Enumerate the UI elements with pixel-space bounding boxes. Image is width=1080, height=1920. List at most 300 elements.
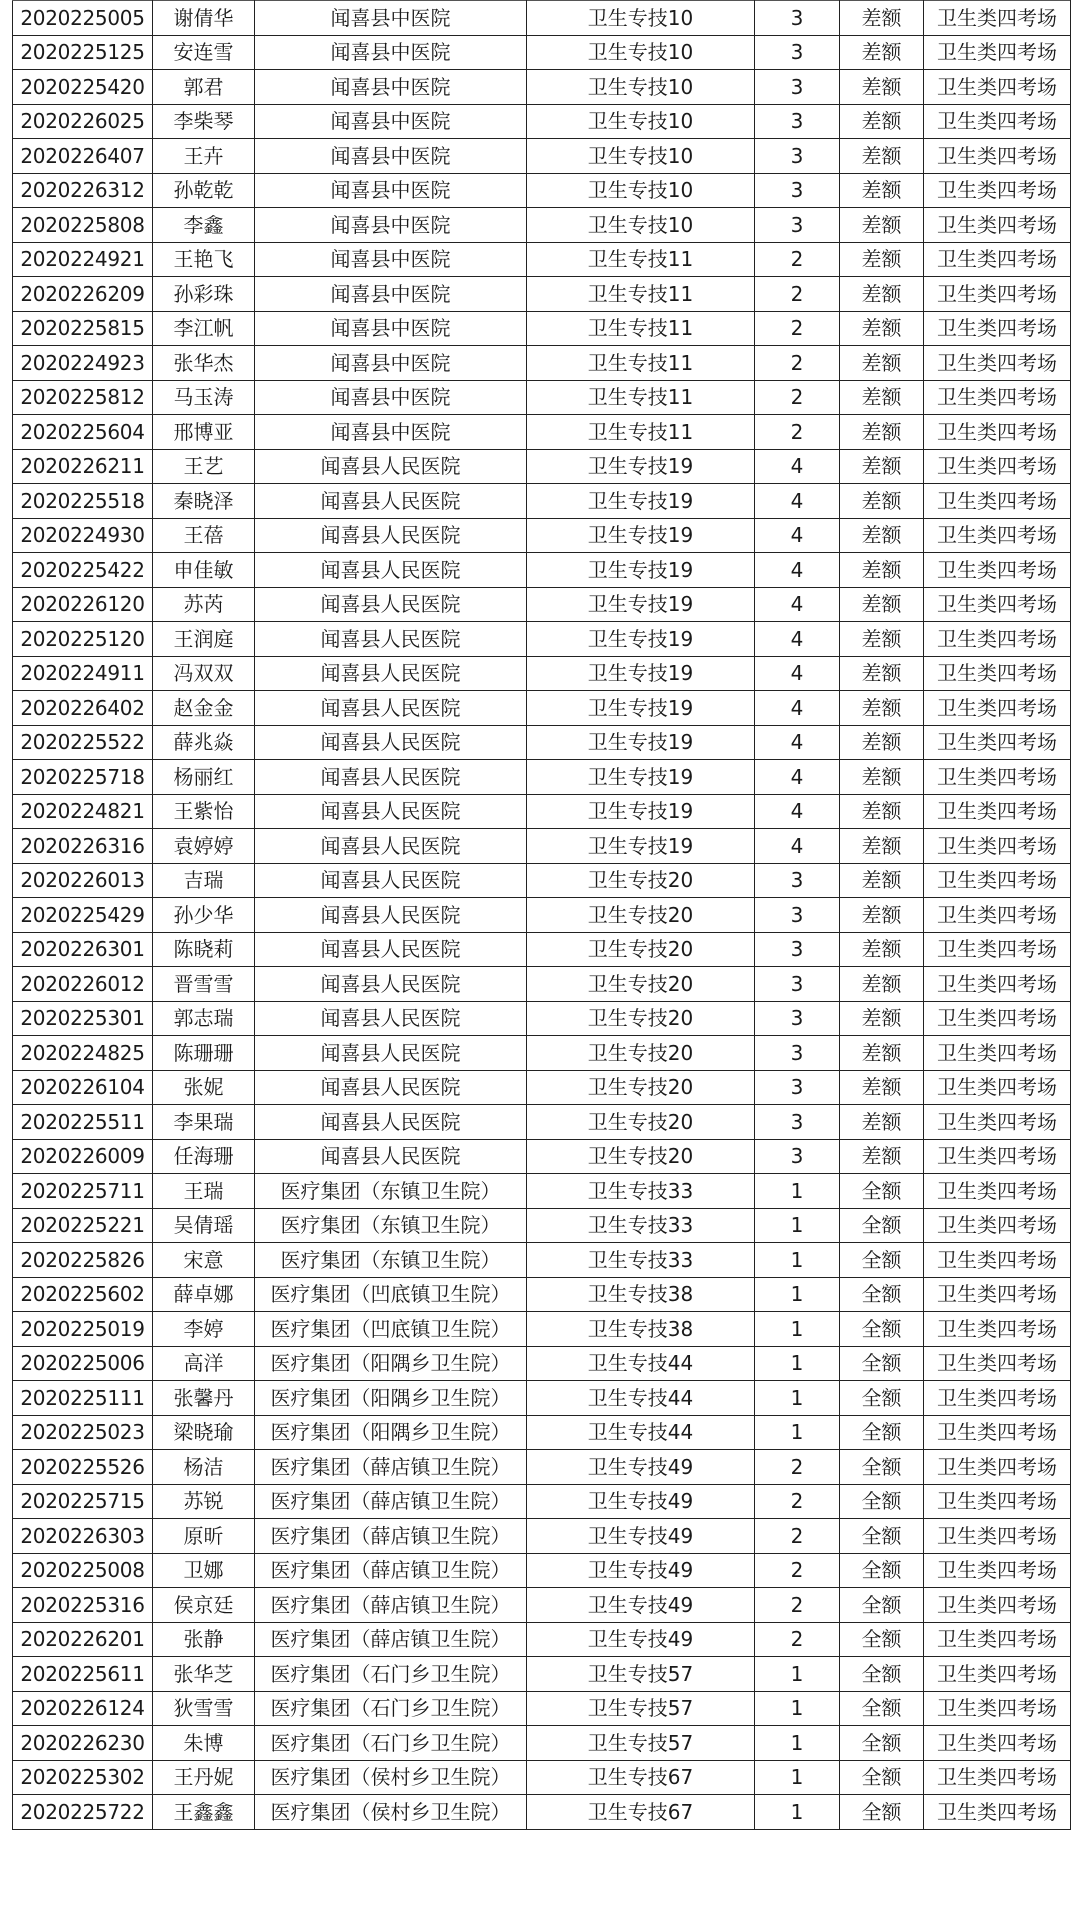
table-row xyxy=(13,691,1071,726)
quota-cell: 2 xyxy=(755,1484,840,1519)
table-row xyxy=(13,1519,1071,1554)
position-cell: 卫生专技10 xyxy=(527,70,755,105)
table-row xyxy=(13,1346,1071,1381)
quota-cell: 3 xyxy=(755,173,840,208)
unit-cell: 闻喜县人民医院 xyxy=(255,553,527,588)
table-row xyxy=(13,1657,1071,1692)
candidate-table xyxy=(12,0,1071,1830)
position-cell: 卫生专技38 xyxy=(527,1277,755,1312)
unit-cell: 闻喜县人民医院 xyxy=(255,932,527,967)
exam-number-cell: 2020225008 xyxy=(13,1553,153,1588)
candidate-name-cell: 晋雪雪 xyxy=(153,967,255,1002)
exam-number-cell: 2020226303 xyxy=(13,1519,153,1554)
funding-cell: 差额 xyxy=(840,932,924,967)
unit-cell: 闻喜县人民医院 xyxy=(255,725,527,760)
quota-cell: 1 xyxy=(755,1760,840,1795)
exam-room-cell: 卫生类四考场 xyxy=(924,829,1071,864)
candidate-name-cell: 安连雪 xyxy=(153,35,255,70)
exam-number-cell: 2020225526 xyxy=(13,1450,153,1485)
candidate-name-cell: 王卉 xyxy=(153,139,255,174)
quota-cell: 4 xyxy=(755,656,840,691)
funding-cell: 差额 xyxy=(840,449,924,484)
table-row xyxy=(13,311,1071,346)
quota-cell: 1 xyxy=(755,1277,840,1312)
funding-cell: 差额 xyxy=(840,829,924,864)
funding-cell: 差额 xyxy=(840,1105,924,1140)
table-row xyxy=(13,208,1071,243)
candidate-name-cell: 王润庭 xyxy=(153,622,255,657)
unit-cell: 医疗集团（石门乡卫生院） xyxy=(255,1657,527,1692)
unit-cell: 医疗集团（薛店镇卫生院） xyxy=(255,1519,527,1554)
quota-cell: 1 xyxy=(755,1243,840,1278)
unit-cell: 医疗集团（薛店镇卫生院） xyxy=(255,1484,527,1519)
table-row xyxy=(13,1139,1071,1174)
funding-cell: 全额 xyxy=(840,1346,924,1381)
table-row xyxy=(13,760,1071,795)
exam-number-cell: 2020225111 xyxy=(13,1381,153,1416)
unit-cell: 医疗集团（薛店镇卫生院） xyxy=(255,1553,527,1588)
funding-cell: 差额 xyxy=(840,898,924,933)
position-cell: 卫生专技49 xyxy=(527,1450,755,1485)
exam-room-cell: 卫生类四考场 xyxy=(924,1691,1071,1726)
funding-cell: 差额 xyxy=(840,725,924,760)
exam-number-cell: 2020224821 xyxy=(13,794,153,829)
quota-cell: 3 xyxy=(755,1070,840,1105)
position-cell: 卫生专技49 xyxy=(527,1588,755,1623)
candidate-name-cell: 高洋 xyxy=(153,1346,255,1381)
exam-room-cell: 卫生类四考场 xyxy=(924,449,1071,484)
position-cell: 卫生专技19 xyxy=(527,829,755,864)
exam-number-cell: 2020225522 xyxy=(13,725,153,760)
table-row xyxy=(13,967,1071,1002)
unit-cell: 闻喜县人民医院 xyxy=(255,691,527,726)
candidate-name-cell: 李鑫 xyxy=(153,208,255,243)
table-row xyxy=(13,1415,1071,1450)
funding-cell: 差额 xyxy=(840,1001,924,1036)
candidate-name-cell: 张静 xyxy=(153,1622,255,1657)
unit-cell: 闻喜县人民医院 xyxy=(255,622,527,657)
quota-cell: 3 xyxy=(755,1139,840,1174)
exam-room-cell: 卫生类四考场 xyxy=(924,898,1071,933)
exam-number-cell: 2020226104 xyxy=(13,1070,153,1105)
table-row xyxy=(13,898,1071,933)
table-row xyxy=(13,104,1071,139)
table-row xyxy=(13,932,1071,967)
exam-number-cell: 2020225604 xyxy=(13,415,153,450)
position-cell: 卫生专技20 xyxy=(527,1001,755,1036)
unit-cell: 医疗集团（凹底镇卫生院） xyxy=(255,1312,527,1347)
quota-cell: 4 xyxy=(755,760,840,795)
exam-number-cell: 2020225511 xyxy=(13,1105,153,1140)
exam-room-cell: 卫生类四考场 xyxy=(924,1036,1071,1071)
candidate-name-cell: 吉瑞 xyxy=(153,863,255,898)
exam-room-cell: 卫生类四考场 xyxy=(924,415,1071,450)
exam-room-cell: 卫生类四考场 xyxy=(924,311,1071,346)
funding-cell: 差额 xyxy=(840,656,924,691)
position-cell: 卫生专技10 xyxy=(527,104,755,139)
funding-cell: 差额 xyxy=(840,794,924,829)
candidate-name-cell: 侯京廷 xyxy=(153,1588,255,1623)
unit-cell: 闻喜县人民医院 xyxy=(255,449,527,484)
exam-number-cell: 2020224930 xyxy=(13,518,153,553)
candidate-name-cell: 李江帆 xyxy=(153,311,255,346)
quota-cell: 2 xyxy=(755,415,840,450)
unit-cell: 闻喜县中医院 xyxy=(255,104,527,139)
position-cell: 卫生专技19 xyxy=(527,794,755,829)
position-cell: 卫生专技67 xyxy=(527,1795,755,1830)
position-cell: 卫生专技19 xyxy=(527,656,755,691)
unit-cell: 闻喜县人民医院 xyxy=(255,1001,527,1036)
table-row xyxy=(13,70,1071,105)
funding-cell: 差额 xyxy=(840,242,924,277)
exam-number-cell: 2020226301 xyxy=(13,932,153,967)
exam-room-cell: 卫生类四考场 xyxy=(924,277,1071,312)
candidate-name-cell: 薛兆焱 xyxy=(153,725,255,760)
unit-cell: 闻喜县中医院 xyxy=(255,208,527,243)
exam-room-cell: 卫生类四考场 xyxy=(924,139,1071,174)
table-row xyxy=(13,1277,1071,1312)
exam-number-cell: 2020225019 xyxy=(13,1312,153,1347)
funding-cell: 差额 xyxy=(840,208,924,243)
candidate-name-cell: 王丹妮 xyxy=(153,1760,255,1795)
exam-number-cell: 2020225221 xyxy=(13,1208,153,1243)
exam-number-cell: 2020226312 xyxy=(13,173,153,208)
funding-cell: 差额 xyxy=(840,35,924,70)
candidate-name-cell: 卫娜 xyxy=(153,1553,255,1588)
unit-cell: 闻喜县中医院 xyxy=(255,311,527,346)
funding-cell: 差额 xyxy=(840,691,924,726)
unit-cell: 闻喜县中医院 xyxy=(255,173,527,208)
unit-cell: 闻喜县中医院 xyxy=(255,35,527,70)
table-row xyxy=(13,1036,1071,1071)
unit-cell: 医疗集团（薛店镇卫生院） xyxy=(255,1588,527,1623)
funding-cell: 差额 xyxy=(840,311,924,346)
position-cell: 卫生专技10 xyxy=(527,173,755,208)
quota-cell: 2 xyxy=(755,1519,840,1554)
funding-cell: 差额 xyxy=(840,1070,924,1105)
exam-number-cell: 2020225302 xyxy=(13,1760,153,1795)
unit-cell: 闻喜县中医院 xyxy=(255,139,527,174)
unit-cell: 闻喜县人民医院 xyxy=(255,1105,527,1140)
exam-room-cell: 卫生类四考场 xyxy=(924,794,1071,829)
funding-cell: 差额 xyxy=(840,173,924,208)
quota-cell: 3 xyxy=(755,1036,840,1071)
exam-room-cell: 卫生类四考场 xyxy=(924,1243,1071,1278)
funding-cell: 差额 xyxy=(840,139,924,174)
position-cell: 卫生专技19 xyxy=(527,725,755,760)
table-row xyxy=(13,553,1071,588)
quota-cell: 3 xyxy=(755,1105,840,1140)
candidate-name-cell: 宋意 xyxy=(153,1243,255,1278)
quota-cell: 3 xyxy=(755,898,840,933)
table-row xyxy=(13,1208,1071,1243)
unit-cell: 闻喜县人民医院 xyxy=(255,760,527,795)
quota-cell: 3 xyxy=(755,208,840,243)
exam-number-cell: 2020224921 xyxy=(13,242,153,277)
position-cell: 卫生专技11 xyxy=(527,311,755,346)
position-cell: 卫生专技19 xyxy=(527,691,755,726)
exam-room-cell: 卫生类四考场 xyxy=(924,760,1071,795)
funding-cell: 差额 xyxy=(840,277,924,312)
position-cell: 卫生专技20 xyxy=(527,1070,755,1105)
funding-cell: 差额 xyxy=(840,967,924,1002)
exam-number-cell: 2020225420 xyxy=(13,70,153,105)
candidate-name-cell: 李果瑞 xyxy=(153,1105,255,1140)
candidate-name-cell: 苏锐 xyxy=(153,1484,255,1519)
candidate-name-cell: 张华芝 xyxy=(153,1657,255,1692)
exam-number-cell: 2020226120 xyxy=(13,587,153,622)
table-row xyxy=(13,1105,1071,1140)
position-cell: 卫生专技11 xyxy=(527,277,755,312)
candidate-name-cell: 孙彩珠 xyxy=(153,277,255,312)
table-row xyxy=(13,1450,1071,1485)
unit-cell: 医疗集团（东镇卫生院） xyxy=(255,1243,527,1278)
exam-number-cell: 2020226316 xyxy=(13,829,153,864)
candidate-name-cell: 杨丽红 xyxy=(153,760,255,795)
quota-cell: 4 xyxy=(755,587,840,622)
position-cell: 卫生专技57 xyxy=(527,1726,755,1761)
funding-cell: 全额 xyxy=(840,1312,924,1347)
quota-cell: 2 xyxy=(755,380,840,415)
unit-cell: 闻喜县中医院 xyxy=(255,70,527,105)
unit-cell: 医疗集团（阳隅乡卫生院） xyxy=(255,1381,527,1416)
exam-number-cell: 2020226211 xyxy=(13,449,153,484)
position-cell: 卫生专技11 xyxy=(527,415,755,450)
candidate-name-cell: 王瑞 xyxy=(153,1174,255,1209)
exam-number-cell: 2020226209 xyxy=(13,277,153,312)
funding-cell: 差额 xyxy=(840,70,924,105)
table-row xyxy=(13,173,1071,208)
quota-cell: 4 xyxy=(755,484,840,519)
funding-cell: 全额 xyxy=(840,1174,924,1209)
funding-cell: 差额 xyxy=(840,553,924,588)
candidate-name-cell: 孙乾乾 xyxy=(153,173,255,208)
unit-cell: 闻喜县中医院 xyxy=(255,415,527,450)
table-row xyxy=(13,1760,1071,1795)
position-cell: 卫生专技19 xyxy=(527,587,755,622)
position-cell: 卫生专技49 xyxy=(527,1484,755,1519)
exam-room-cell: 卫生类四考场 xyxy=(924,70,1071,105)
exam-number-cell: 2020225429 xyxy=(13,898,153,933)
position-cell: 卫生专技44 xyxy=(527,1346,755,1381)
position-cell: 卫生专技11 xyxy=(527,242,755,277)
quota-cell: 4 xyxy=(755,622,840,657)
quota-cell: 3 xyxy=(755,863,840,898)
position-cell: 卫生专技33 xyxy=(527,1243,755,1278)
funding-cell: 全额 xyxy=(840,1519,924,1554)
table-row xyxy=(13,1795,1071,1830)
position-cell: 卫生专技49 xyxy=(527,1519,755,1554)
position-cell: 卫生专技67 xyxy=(527,1760,755,1795)
unit-cell: 医疗集团（侯村乡卫生院） xyxy=(255,1760,527,1795)
candidate-name-cell: 李柴琴 xyxy=(153,104,255,139)
funding-cell: 全额 xyxy=(840,1760,924,1795)
funding-cell: 全额 xyxy=(840,1243,924,1278)
unit-cell: 闻喜县人民医院 xyxy=(255,1036,527,1071)
exam-number-cell: 2020225602 xyxy=(13,1277,153,1312)
funding-cell: 差额 xyxy=(840,622,924,657)
position-cell: 卫生专技20 xyxy=(527,863,755,898)
exam-room-cell: 卫生类四考场 xyxy=(924,622,1071,657)
exam-number-cell: 2020226124 xyxy=(13,1691,153,1726)
exam-room-cell: 卫生类四考场 xyxy=(924,863,1071,898)
exam-room-cell: 卫生类四考场 xyxy=(924,1622,1071,1657)
table-row xyxy=(13,484,1071,519)
quota-cell: 3 xyxy=(755,139,840,174)
table-row xyxy=(13,1174,1071,1209)
position-cell: 卫生专技20 xyxy=(527,1036,755,1071)
position-cell: 卫生专技57 xyxy=(527,1691,755,1726)
exam-room-cell: 卫生类四考场 xyxy=(924,1,1071,36)
quota-cell: 4 xyxy=(755,518,840,553)
unit-cell: 医疗集团（东镇卫生院） xyxy=(255,1208,527,1243)
unit-cell: 闻喜县人民医院 xyxy=(255,863,527,898)
quota-cell: 2 xyxy=(755,1450,840,1485)
position-cell: 卫生专技20 xyxy=(527,898,755,933)
candidate-name-cell: 苏芮 xyxy=(153,587,255,622)
quota-cell: 4 xyxy=(755,691,840,726)
table-row xyxy=(13,35,1071,70)
exam-room-cell: 卫生类四考场 xyxy=(924,1001,1071,1036)
table-row xyxy=(13,656,1071,691)
unit-cell: 医疗集团（阳隅乡卫生院） xyxy=(255,1346,527,1381)
exam-number-cell: 2020225611 xyxy=(13,1657,153,1692)
quota-cell: 3 xyxy=(755,1,840,36)
candidate-name-cell: 冯双双 xyxy=(153,656,255,691)
quota-cell: 2 xyxy=(755,311,840,346)
quota-cell: 4 xyxy=(755,553,840,588)
exam-room-cell: 卫生类四考场 xyxy=(924,1139,1071,1174)
table-row xyxy=(13,587,1071,622)
funding-cell: 差额 xyxy=(840,104,924,139)
quota-cell: 2 xyxy=(755,1622,840,1657)
position-cell: 卫生专技19 xyxy=(527,449,755,484)
candidate-name-cell: 朱博 xyxy=(153,1726,255,1761)
candidate-name-cell: 赵金金 xyxy=(153,691,255,726)
quota-cell: 4 xyxy=(755,794,840,829)
unit-cell: 闻喜县中医院 xyxy=(255,380,527,415)
exam-room-cell: 卫生类四考场 xyxy=(924,242,1071,277)
exam-room-cell: 卫生类四考场 xyxy=(924,518,1071,553)
exam-room-cell: 卫生类四考场 xyxy=(924,1760,1071,1795)
candidate-name-cell: 谢倩华 xyxy=(153,1,255,36)
position-cell: 卫生专技20 xyxy=(527,932,755,967)
candidate-name-cell: 邢博亚 xyxy=(153,415,255,450)
position-cell: 卫生专技19 xyxy=(527,518,755,553)
table-row xyxy=(13,380,1071,415)
quota-cell: 1 xyxy=(755,1726,840,1761)
position-cell: 卫生专技19 xyxy=(527,622,755,657)
funding-cell: 全额 xyxy=(840,1691,924,1726)
quota-cell: 4 xyxy=(755,449,840,484)
unit-cell: 闻喜县人民医院 xyxy=(255,967,527,1002)
exam-number-cell: 2020224825 xyxy=(13,1036,153,1071)
table-row xyxy=(13,346,1071,381)
table-body xyxy=(13,1,1071,1830)
unit-cell: 闻喜县人民医院 xyxy=(255,518,527,553)
position-cell: 卫生专技49 xyxy=(527,1553,755,1588)
position-cell: 卫生专技20 xyxy=(527,1139,755,1174)
unit-cell: 医疗集团（阳隅乡卫生院） xyxy=(255,1415,527,1450)
table-row xyxy=(13,1001,1071,1036)
table-row xyxy=(13,449,1071,484)
exam-number-cell: 2020225711 xyxy=(13,1174,153,1209)
quota-cell: 1 xyxy=(755,1657,840,1692)
position-cell: 卫生专技19 xyxy=(527,553,755,588)
table-row xyxy=(13,415,1071,450)
exam-number-cell: 2020225518 xyxy=(13,484,153,519)
table-row xyxy=(13,242,1071,277)
position-cell: 卫生专技57 xyxy=(527,1657,755,1692)
exam-number-cell: 2020225006 xyxy=(13,1346,153,1381)
quota-cell: 2 xyxy=(755,242,840,277)
unit-cell: 闻喜县中医院 xyxy=(255,346,527,381)
exam-room-cell: 卫生类四考场 xyxy=(924,587,1071,622)
table-row xyxy=(13,725,1071,760)
candidate-name-cell: 郭君 xyxy=(153,70,255,105)
quota-cell: 2 xyxy=(755,346,840,381)
table-row xyxy=(13,1381,1071,1416)
unit-cell: 闻喜县中医院 xyxy=(255,242,527,277)
exam-room-cell: 卫生类四考场 xyxy=(924,1277,1071,1312)
unit-cell: 闻喜县中医院 xyxy=(255,277,527,312)
table-row xyxy=(13,829,1071,864)
funding-cell: 差额 xyxy=(840,380,924,415)
table-row xyxy=(13,1588,1071,1623)
funding-cell: 全额 xyxy=(840,1208,924,1243)
exam-room-cell: 卫生类四考场 xyxy=(924,1795,1071,1830)
table-row xyxy=(13,1312,1071,1347)
table-row xyxy=(13,863,1071,898)
candidate-name-cell: 郭志瑞 xyxy=(153,1001,255,1036)
unit-cell: 闻喜县人民医院 xyxy=(255,1139,527,1174)
table-row xyxy=(13,1484,1071,1519)
position-cell: 卫生专技38 xyxy=(527,1312,755,1347)
exam-room-cell: 卫生类四考场 xyxy=(924,553,1071,588)
quota-cell: 1 xyxy=(755,1174,840,1209)
exam-number-cell: 2020226009 xyxy=(13,1139,153,1174)
funding-cell: 差额 xyxy=(840,760,924,795)
quota-cell: 4 xyxy=(755,725,840,760)
position-cell: 卫生专技19 xyxy=(527,484,755,519)
candidate-name-cell: 李婷 xyxy=(153,1312,255,1347)
funding-cell: 全额 xyxy=(840,1381,924,1416)
candidate-name-cell: 孙少华 xyxy=(153,898,255,933)
exam-room-cell: 卫生类四考场 xyxy=(924,104,1071,139)
quota-cell: 2 xyxy=(755,277,840,312)
funding-cell: 全额 xyxy=(840,1588,924,1623)
table-row xyxy=(13,794,1071,829)
quota-cell: 3 xyxy=(755,35,840,70)
funding-cell: 差额 xyxy=(840,863,924,898)
unit-cell: 闻喜县人民医院 xyxy=(255,794,527,829)
funding-cell: 差额 xyxy=(840,484,924,519)
candidate-name-cell: 王艳飞 xyxy=(153,242,255,277)
candidate-name-cell: 杨洁 xyxy=(153,1450,255,1485)
funding-cell: 全额 xyxy=(840,1450,924,1485)
candidate-name-cell: 王鑫鑫 xyxy=(153,1795,255,1830)
position-cell: 卫生专技44 xyxy=(527,1415,755,1450)
exam-number-cell: 2020224923 xyxy=(13,346,153,381)
candidate-name-cell: 张华杰 xyxy=(153,346,255,381)
unit-cell: 医疗集团（东镇卫生院） xyxy=(255,1174,527,1209)
quota-cell: 3 xyxy=(755,104,840,139)
candidate-name-cell: 张馨丹 xyxy=(153,1381,255,1416)
candidate-name-cell: 秦晓泽 xyxy=(153,484,255,519)
exam-number-cell: 2020226201 xyxy=(13,1622,153,1657)
position-cell: 卫生专技11 xyxy=(527,346,755,381)
exam-number-cell: 2020224911 xyxy=(13,656,153,691)
